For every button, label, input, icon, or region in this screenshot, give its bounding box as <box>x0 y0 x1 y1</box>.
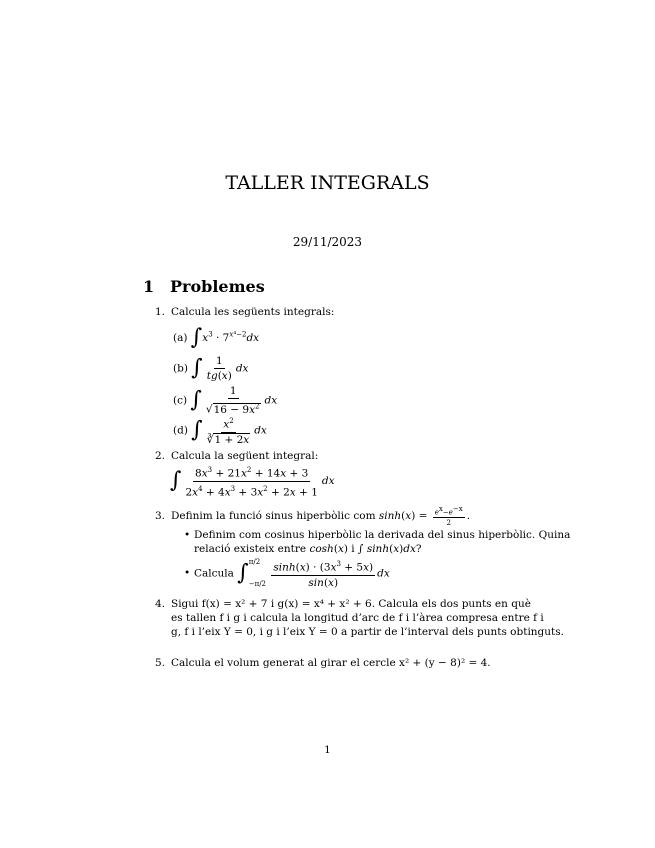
problem-text: Calcula el volum generat al girar el cercle x² + (y − 8)² = 4. <box>171 657 491 669</box>
problem-4-line-3: g, f i l’eix Y = 0, i g i l’eix Y = 0 a partir de l’interval dels punts obtinguts. <box>171 626 564 638</box>
document-date: 29/11/2023 <box>292 235 363 249</box>
item-label: (c) <box>173 394 188 407</box>
problem-number: 5. <box>154 657 165 669</box>
item-label: (b) <box>173 362 188 375</box>
problem-text-line-1: Sigui f(x) = x² + 7 i g(x) = x⁴ + x² + 6. Calcula els dos punts en què <box>171 598 531 610</box>
integral-c: (c) ∫ $\frac{1}{√16 - 9x^2}$ dx <box>173 385 278 416</box>
problem-text: Definim la funció sinus hiperbòlic com <box>171 510 376 523</box>
bullet-text: Definim com cosinus hiperbòlic la derivada del sinus hiperbòlic. Quina <box>194 529 571 541</box>
problem-4-line-2: es tallen f i g i calcula la longitud d’arc de f i l’àrea compresa entre f i <box>171 612 544 624</box>
integral-a: (a) $\int x^3 \cdot 7^{x^4-2}dx$ <box>173 325 260 350</box>
bullet-2: • Calcula ∫ π/2 −π/2 $\frac{\sinh(x) \cdot (3x^3 + 5x)}{\sin(x)}$ dx <box>184 558 390 589</box>
problem-text: Calcula les següents integrals: <box>171 306 335 318</box>
problem-1 <box>145 305 334 319</box>
section-number: 1 <box>143 277 155 296</box>
problem-5 <box>145 656 491 670</box>
problem-2 <box>145 449 318 463</box>
bullet-text: Calcula <box>194 567 234 580</box>
integral-b: (b) ∫ $\frac{1}{tg(x)}$ dx <box>173 355 249 382</box>
integral-d: (d) ∫ $\frac{x^2}{∛1 + 2x}$ dx <box>173 417 267 446</box>
bullet-text: relació existeix entre <box>194 543 307 555</box>
bullet-1: • Definim com cosinus hiperbòlic la derivada del sinus hiperbòlic. Quina <box>184 529 571 541</box>
item-label: (a) <box>173 332 188 344</box>
document-title: TALLER INTEGRALS <box>225 172 430 194</box>
problem-number: 2. <box>154 450 165 462</box>
section-heading <box>143 277 265 296</box>
integral-rational: ∫ $\frac{8x^3 + 21x^2 + 14x + 3}{2x^4 + 4x^3 + 3x^2 + 2x + 1}$ dx <box>170 466 335 498</box>
problem-number: 3. <box>154 510 165 523</box>
problem-text: Calcula la següent integral: <box>171 450 319 462</box>
problem-number: 1. <box>154 306 165 318</box>
page-number: 1 <box>324 744 331 756</box>
item-label: (d) <box>173 424 188 437</box>
problem-number: 4. <box>154 598 165 610</box>
bullet-1-cont: relació existeix entre cosh(x) i ∫ sinh(x)dx? <box>194 543 422 555</box>
problem-3: 3. Definim la funció sinus hiperbòlic com sinh(x) = $\frac{ex-e-x}{2}$ . <box>145 505 470 527</box>
problem-4 <box>145 597 531 611</box>
section-title: Problemes <box>170 277 265 296</box>
